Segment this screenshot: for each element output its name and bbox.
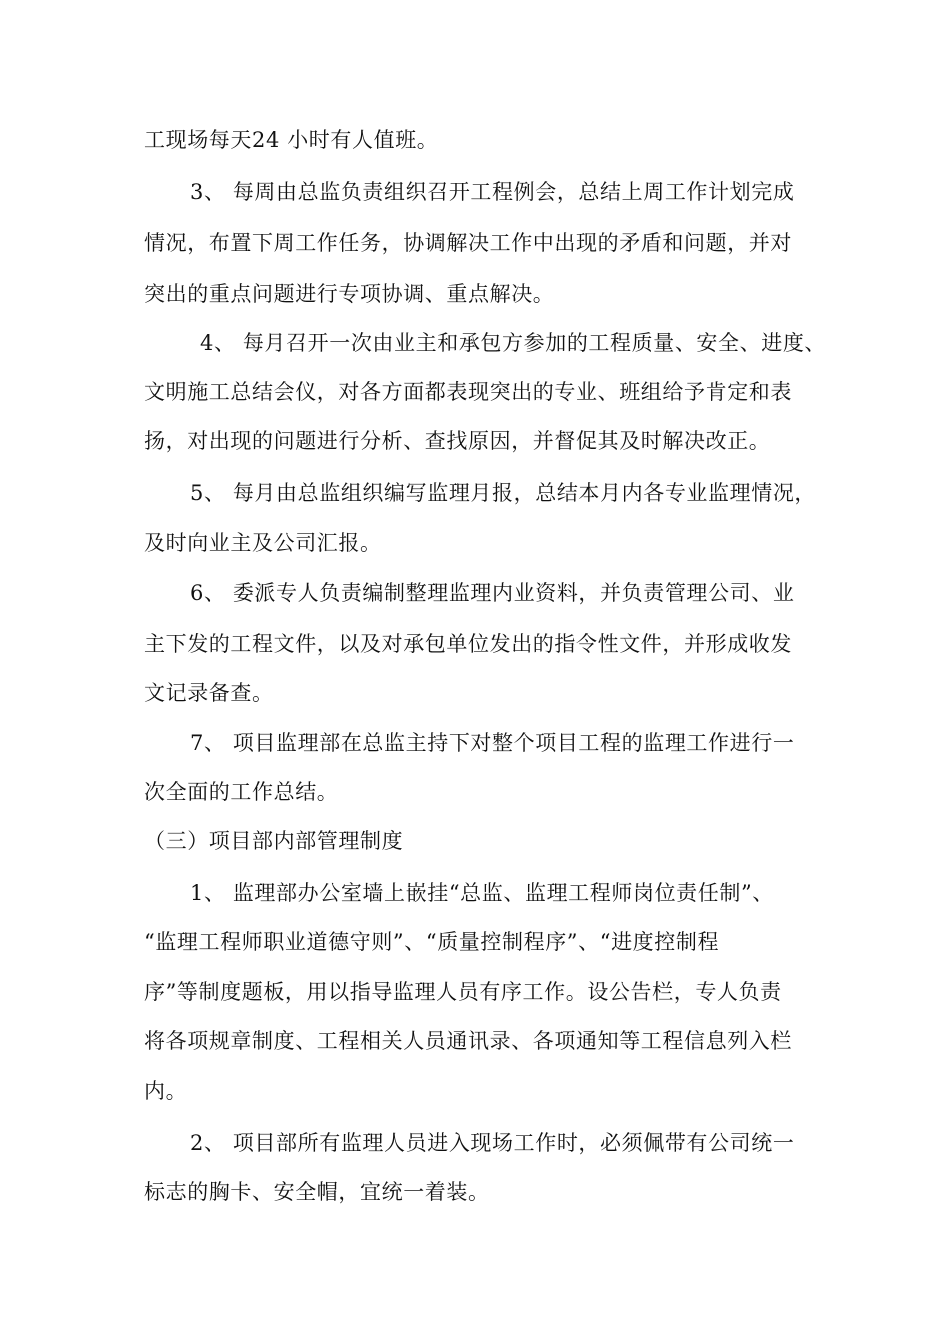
text-line: 及时向业主及公司汇报。 (144, 531, 382, 555)
list-item-1: 1、 监理部办公室墙上嵌挂“总监、监理工程师岗位责任制”、 (190, 881, 774, 905)
list-item-2: 2、 项目部所有监理人员进入现场工作时，必须佩带有公司统一 (190, 1131, 795, 1155)
text-line: 内。 (144, 1079, 188, 1103)
text-line: 文记录备查。 (144, 681, 274, 705)
text-line: “监理工程师职业道德守则”、“质量控制程序”、“进度控制程 (144, 930, 720, 954)
list-item-4: 4、 每月召开一次由业主和承包方参加的工程质量、安全、进度、 (200, 331, 827, 355)
text-line: 标志的胸卡、安全帽，宜统一着装。 (144, 1180, 490, 1204)
section-heading: （三）项目部内部管理制度 (144, 829, 404, 853)
list-item-7: 7、 项目监理部在总监主持下对整个项目工程的监理工作进行一 (190, 731, 795, 755)
text-line: 情况，布置下周工作任务，协调解决工作中出现的矛盾和问题，并对 (144, 231, 792, 255)
text-line: 突出的重点问题进行专项协调、重点解决。 (144, 282, 555, 306)
text-line: 主下发的工程文件，以及对承包单位发出的指令性文件，并形成收发 (144, 632, 792, 656)
text-line: 文明施工总结会仪，对各方面都表现突出的专业、班组给予肯定和表 (144, 380, 792, 404)
text-line: 序”等制度题板，用以指导监理人员有序工作。设公告栏，专人负责 (144, 980, 782, 1004)
list-item-5: 5、 每月由总监组织编写监理月报，总结本月内各专业监理情况， (190, 481, 817, 505)
list-item-3: 3、 每周由总监负责组织召开工程例会，总结上周工作计划完成 (190, 180, 795, 204)
text-line: 次全面的工作总结。 (144, 780, 339, 804)
list-item-6: 6、 委派专人负责编制整理监理内业资料，并负责管理公司、业 (190, 581, 795, 605)
text-line: 将各项规章制度、工程相关人员通讯录、各项通知等工程信息列入栏 (144, 1029, 792, 1053)
text-line: 工现场每天24 小时有人值班。 (144, 128, 439, 152)
text-line: 扬，对出现的问题进行分析、查找原因，并督促其及时解决改正。 (144, 429, 771, 453)
